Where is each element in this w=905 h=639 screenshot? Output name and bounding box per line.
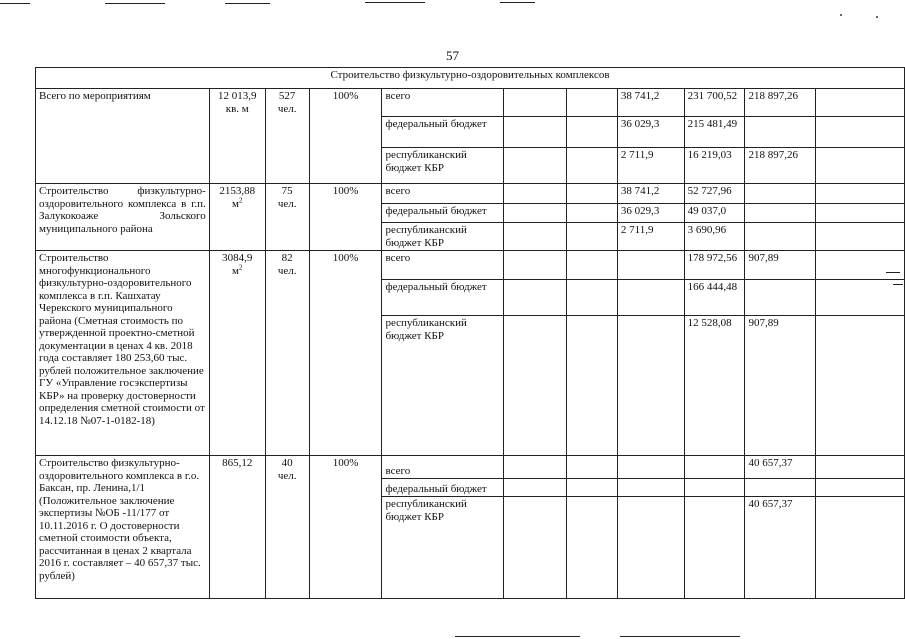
capacity-cell	[265, 89, 309, 184]
source-label: всего	[382, 184, 504, 204]
capacity-value: 75	[281, 185, 293, 197]
table-row	[36, 89, 905, 117]
source-label: федеральный бюджет	[382, 479, 504, 497]
value-cell	[745, 280, 816, 316]
value-cell	[745, 204, 816, 223]
value-cell	[816, 223, 905, 251]
source-label: всего	[382, 89, 504, 117]
value-cell	[504, 280, 567, 316]
value-cell	[504, 456, 567, 479]
financing-table	[35, 67, 905, 599]
value-cell: 231 700,52	[684, 89, 745, 117]
value-cell: 2 711,9	[617, 148, 684, 184]
value-cell	[617, 456, 684, 479]
capacity-cell	[265, 251, 309, 456]
value-cell	[684, 479, 745, 497]
value-cell	[617, 280, 684, 316]
value-cell: 215 481,49	[684, 117, 745, 148]
object-name: Всего по мероприятиям	[36, 89, 210, 184]
value-cell: 178 972,56	[684, 251, 745, 280]
value-cell	[504, 223, 567, 251]
value-cell	[504, 316, 567, 456]
value-cell	[504, 89, 567, 117]
object-name: Строительство физкультурно-оздоровительного комплекса в г.о. Баксан, пр. Ленина,1/1 (Положительное заключение экспертизы №ОБ -11/177 от 10.11.2016 г. О достоверности сметной стоимости объекта, рассчитанная в ценах 2 квартала 2016 г. составляет – 40 657,37 тыс. рублей)	[36, 456, 210, 599]
value-cell	[617, 479, 684, 497]
scan-mark	[455, 636, 580, 637]
source-label: республиканский бюджет КБР	[382, 316, 504, 456]
value-cell	[504, 117, 567, 148]
area-value: 865,12	[222, 457, 253, 469]
value-cell	[567, 117, 618, 148]
section-header-row	[36, 68, 905, 89]
value-cell	[617, 316, 684, 456]
value-cell: 907,89	[745, 316, 816, 456]
capacity-unit: чел.	[277, 102, 297, 115]
value-cell: 2 711,9	[617, 223, 684, 251]
scan-mark	[225, 3, 270, 4]
value-cell	[816, 251, 905, 280]
value-cell: 36 029,3	[617, 117, 684, 148]
percent-cell: 100%	[309, 456, 382, 599]
value-cell	[745, 223, 816, 251]
table-row	[36, 184, 905, 204]
source-label: республиканский бюджет КБР	[382, 497, 504, 599]
scan-dot	[840, 14, 842, 16]
value-cell	[816, 479, 905, 497]
capacity-unit: чел.	[277, 264, 297, 277]
value-cell	[567, 280, 618, 316]
object-name: Строительство многофункционального физкультурно-оздоровительного комплекса в г.п. Кашхатау Черекского муниципального района (Сметная стоимость по утвержденной проектно-сметной документации в ценах 4 кв. 2018 года составляет 180 253,60 тыс. рублей положительное заключение ГУ «Управление госэкспертизы КБР» на проверку достоверности определения сметной стоимости от 14.12.18 №07-1-0182-18)	[36, 251, 210, 456]
value-cell	[816, 89, 905, 117]
capacity-value: 82	[281, 252, 293, 264]
scan-mark	[365, 2, 425, 3]
value-cell: 218 897,26	[745, 148, 816, 184]
value-cell: 907,89	[745, 251, 816, 280]
value-cell: 38 741,2	[617, 89, 684, 117]
object-name: Строительство физкультурно-оздоровительного комплекса в г.п. Залукокоаже Зольского муниципального района	[36, 184, 210, 251]
value-cell	[504, 251, 567, 280]
value-cell	[567, 223, 618, 251]
table-row	[36, 251, 905, 280]
value-cell	[504, 479, 567, 497]
capacity-unit: чел.	[277, 197, 297, 210]
area-cell	[209, 456, 265, 599]
area-value: 2153,88	[219, 185, 256, 197]
area-unit: кв. м	[225, 102, 249, 115]
value-cell: 166 444,48	[684, 280, 745, 316]
value-cell	[816, 204, 905, 223]
value-cell	[504, 148, 567, 184]
source-label: республиканский бюджет КБР	[382, 223, 504, 251]
value-cell	[816, 316, 905, 456]
value-cell: 218 897,26	[745, 89, 816, 117]
value-cell	[617, 497, 684, 599]
scan-dot	[876, 16, 878, 18]
value-cell	[816, 117, 905, 148]
area-cell	[209, 251, 265, 456]
capacity-cell	[265, 184, 309, 251]
area-cell	[209, 184, 265, 251]
section-title: Строительство физкультурно-оздоровительных комплексов	[36, 68, 905, 89]
scan-mark	[105, 3, 165, 4]
value-cell	[567, 204, 618, 223]
value-cell	[745, 117, 816, 148]
scan-mark	[620, 636, 740, 637]
value-cell: 16 219,03	[684, 148, 745, 184]
value-cell	[684, 497, 745, 599]
value-cell	[684, 456, 745, 479]
value-cell	[504, 497, 567, 599]
value-cell	[745, 184, 816, 204]
value-cell: 38 741,2	[617, 184, 684, 204]
value-cell: 3 690,96	[684, 223, 745, 251]
percent-cell: 100%	[309, 89, 382, 184]
capacity-unit: чел.	[277, 469, 297, 482]
area-unit: $м^2$	[232, 262, 243, 277]
scan-mark	[0, 3, 30, 4]
value-cell	[567, 251, 618, 280]
value-cell: 52 727,96	[684, 184, 745, 204]
value-cell	[816, 456, 905, 479]
value-cell	[816, 148, 905, 184]
value-cell	[567, 148, 618, 184]
source-label: федеральный бюджет	[382, 204, 504, 223]
value-cell	[567, 456, 618, 479]
value-cell	[567, 497, 618, 599]
percent-cell: 100%	[309, 251, 382, 456]
source-label: всего	[382, 456, 504, 479]
area-value: 12 013,9	[217, 90, 257, 102]
area-unit: $м^2$	[232, 195, 243, 210]
value-cell: 36 029,3	[617, 204, 684, 223]
value-cell: 49 037,0	[684, 204, 745, 223]
value-cell	[504, 184, 567, 204]
value-cell	[816, 184, 905, 204]
value-cell	[816, 280, 905, 316]
source-label: федеральный бюджет	[382, 117, 504, 148]
source-label: всего	[382, 251, 504, 280]
page-number: 57	[446, 48, 459, 63]
value-cell	[816, 497, 905, 599]
value-cell	[567, 316, 618, 456]
area-cell	[209, 89, 265, 184]
value-cell: 40 657,37	[745, 497, 816, 599]
source-label: федеральный бюджет	[382, 280, 504, 316]
capacity-cell	[265, 456, 309, 599]
percent-cell: 100%	[309, 184, 382, 251]
source-label: республиканский бюджет КБР	[382, 148, 504, 184]
area-value: 3084,9	[222, 252, 253, 264]
value-cell	[617, 251, 684, 280]
value-cell	[567, 479, 618, 497]
value-cell: 40 657,37	[745, 456, 816, 479]
table-row	[36, 456, 905, 479]
capacity-value: 527	[278, 90, 296, 102]
value-cell	[567, 89, 618, 117]
capacity-value: 40	[281, 457, 293, 469]
value-cell	[504, 204, 567, 223]
value-cell: 12 528,08	[684, 316, 745, 456]
value-cell	[745, 479, 816, 497]
value-cell	[567, 184, 618, 204]
scan-mark	[500, 2, 535, 3]
